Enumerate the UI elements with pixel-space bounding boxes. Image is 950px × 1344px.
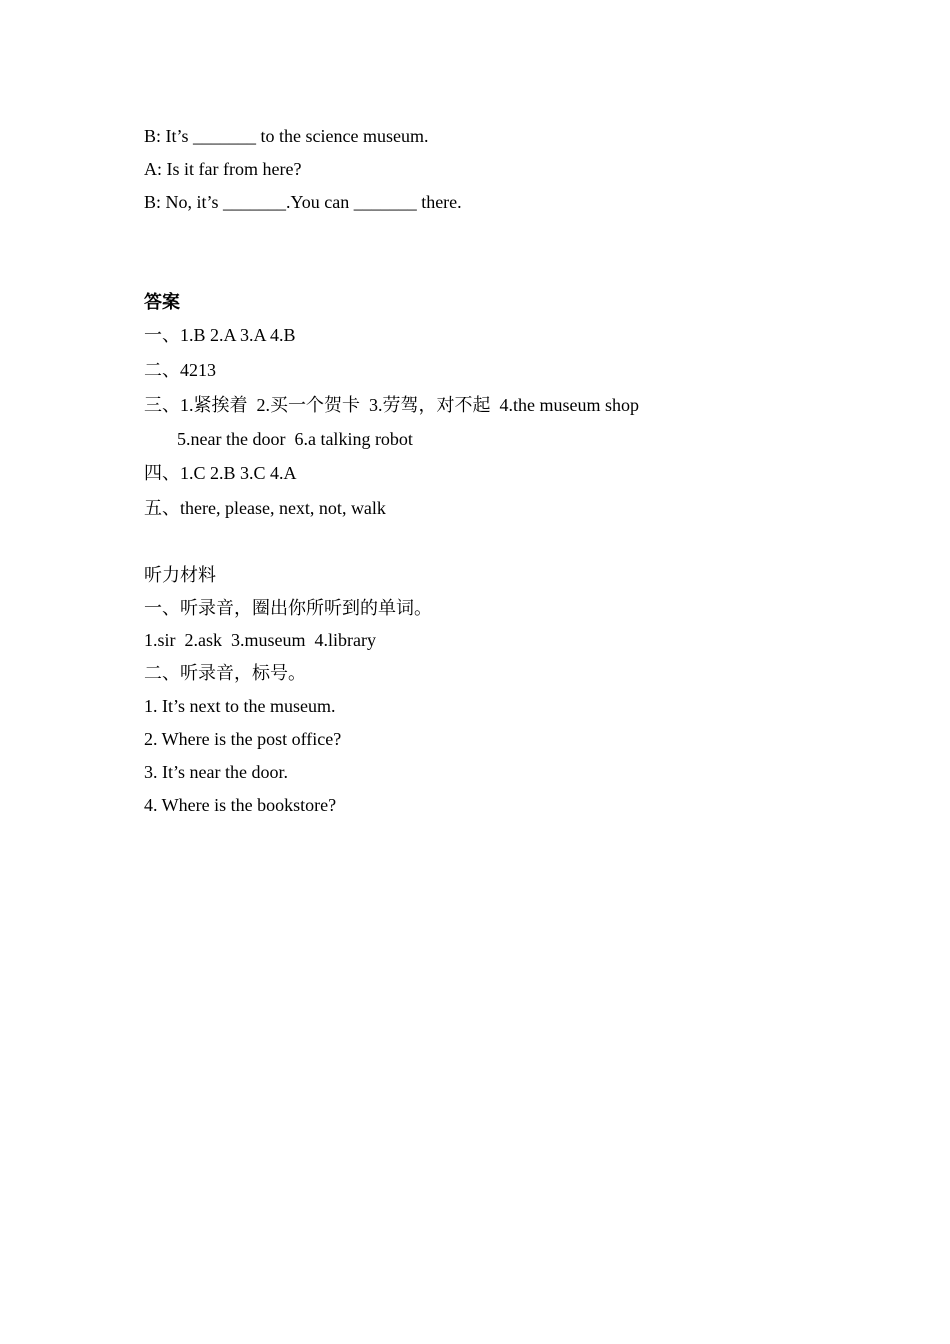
listening-item: 4. Where is the bookstore?: [144, 795, 337, 815]
answer-section-5: 五、there, please, next, not, walk: [144, 498, 386, 518]
listening-part-1-words: 1.sir 2.ask 3.museum 4.library: [144, 630, 376, 650]
dialogue-line-1: B: It’s _______ to the science museum.: [144, 126, 429, 146]
answer-section-2: 二、4213: [144, 360, 216, 380]
answer-section-1: 一、1.B 2.A 3.A 4.B: [144, 325, 296, 345]
listening-item: 2. Where is the post office?: [144, 729, 342, 749]
listening-item: 3. It’s near the door.: [144, 762, 288, 782]
dialogue-line-2: A: Is it far from here?: [144, 159, 302, 179]
listening-item: 1. It’s next to the museum.: [144, 696, 336, 716]
listening-part-2-title: 二、听录音，标号。: [144, 663, 306, 683]
answer-section-3-continued: 5.near the door 6.a talking robot: [177, 429, 413, 449]
answers-heading: 答案: [144, 292, 180, 312]
listening-heading: 听力材料: [144, 565, 216, 585]
listening-part-1-title: 一、听录音，圈出你所听到的单词。: [144, 598, 432, 618]
dialogue-line-3: B: No, it’s _______.You can _______ there.: [144, 192, 462, 212]
answer-section-4: 四、1.C 2.B 3.C 4.A: [144, 463, 297, 483]
answer-section-3: 三、1.紧挨着 2.买一个贺卡 3.劳驾，对不起 4.the museum shop: [144, 395, 639, 415]
